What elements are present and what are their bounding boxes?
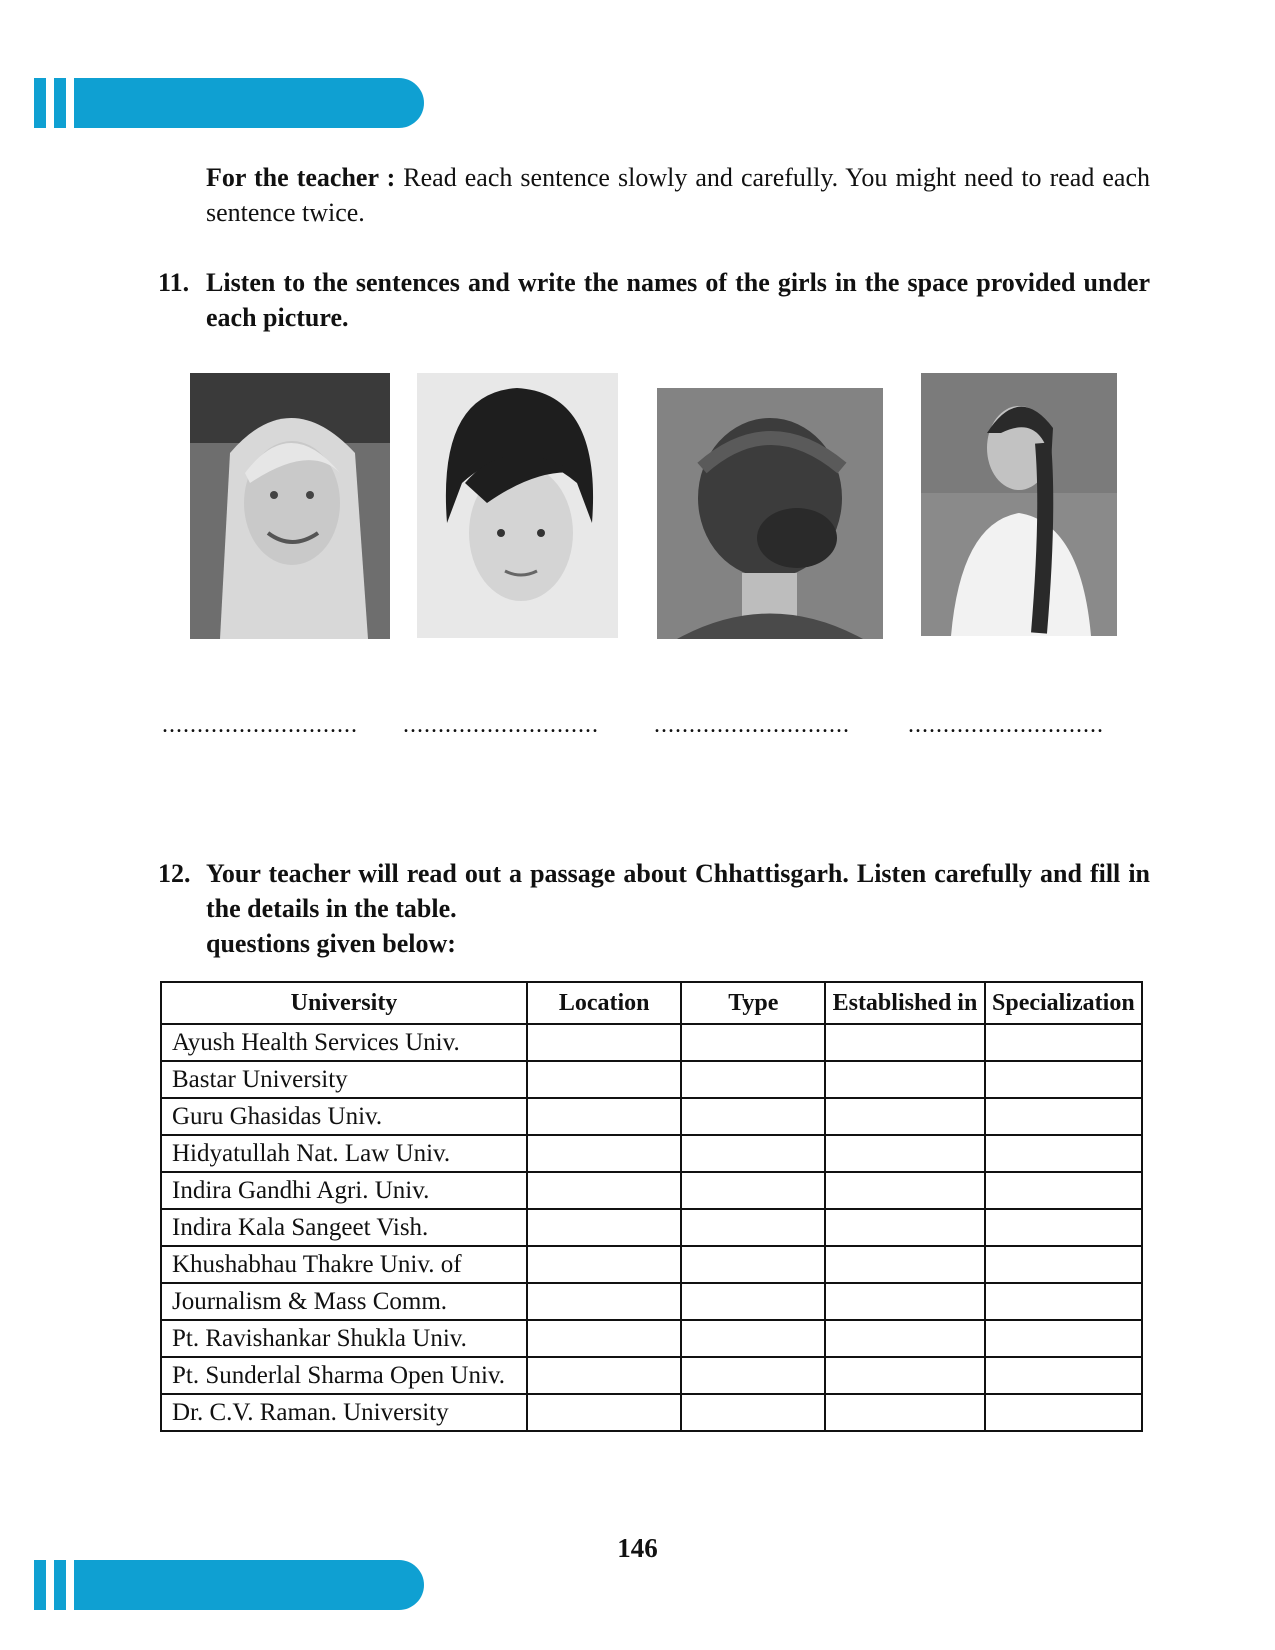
cell-specialization[interactable] (985, 1209, 1142, 1246)
cell-specialization[interactable] (985, 1061, 1142, 1098)
answer-blank[interactable]: ............................ (403, 712, 599, 738)
table-row (161, 1098, 1142, 1135)
cell-specialization[interactable] (985, 1394, 1142, 1431)
cell-location[interactable] (527, 1320, 681, 1357)
cell-established[interactable] (825, 1172, 984, 1209)
cell-location[interactable] (527, 1394, 681, 1431)
cell-established[interactable] (825, 1024, 984, 1061)
answer-blank[interactable]: ............................ (908, 712, 1104, 738)
photo-girl-braided-bun (657, 388, 883, 639)
cell-established[interactable] (825, 1135, 984, 1172)
table-row (161, 1357, 1142, 1394)
teacher-note (206, 160, 1150, 230)
column-header-university: University (161, 982, 527, 1024)
header-bar-stripe (34, 78, 46, 128)
cell-location[interactable] (527, 1246, 681, 1283)
cell-established[interactable] (825, 1061, 984, 1098)
photo-girl-long-blonde-hair (190, 373, 390, 639)
column-header-established: Established in (825, 982, 984, 1024)
cell-type[interactable] (681, 1357, 825, 1394)
question-text-line: questions given below: (206, 929, 456, 958)
cell-location[interactable] (527, 1135, 681, 1172)
table-header-row (161, 982, 1142, 1024)
cell-location[interactable] (527, 1172, 681, 1209)
cell-established[interactable] (825, 1357, 984, 1394)
cell-university: Pt. Sunderlal Sharma Open Univ. (161, 1357, 527, 1394)
cell-type[interactable] (681, 1320, 825, 1357)
table-row (161, 1283, 1142, 1320)
footer-bar-stripe (34, 1560, 46, 1610)
column-header-location: Location (527, 982, 681, 1024)
cell-university: Bastar University (161, 1061, 527, 1098)
question-number: 12. (158, 859, 191, 888)
table-row (161, 1172, 1142, 1209)
page-number: 146 (617, 1533, 658, 1563)
question-text: Listen to the sentences and write the names of the girls in the space provided under each picture. (206, 268, 1150, 332)
answer-blank[interactable]: ............................ (162, 712, 358, 738)
cell-specialization[interactable] (985, 1246, 1142, 1283)
cell-university: Indira Gandhi Agri. Univ. (161, 1172, 527, 1209)
question-text (206, 856, 1150, 961)
header-bar (34, 78, 424, 128)
cell-type[interactable] (681, 1135, 825, 1172)
cell-type[interactable] (681, 1098, 825, 1135)
table-row (161, 1246, 1142, 1283)
cell-established[interactable] (825, 1098, 984, 1135)
header-bar-tab (74, 78, 424, 128)
cell-specialization[interactable] (985, 1283, 1142, 1320)
cell-specialization[interactable] (985, 1320, 1142, 1357)
question-number: 11. (158, 268, 190, 297)
table-row (161, 1394, 1142, 1431)
cell-university: Journalism & Mass Comm. (161, 1283, 527, 1320)
table-row (161, 1024, 1142, 1061)
column-header-type: Type (681, 982, 825, 1024)
cell-type[interactable] (681, 1283, 825, 1320)
footer-bar (34, 1560, 424, 1610)
cell-type[interactable] (681, 1024, 825, 1061)
cell-established[interactable] (825, 1246, 984, 1283)
cell-specialization[interactable] (985, 1172, 1142, 1209)
cell-location[interactable] (527, 1024, 681, 1061)
cell-specialization[interactable] (985, 1135, 1142, 1172)
footer-bar-stripe (54, 1560, 66, 1610)
cell-location[interactable] (527, 1357, 681, 1394)
header-bar-stripe (54, 78, 66, 128)
cell-university: Khushabhau Thakre Univ. of (161, 1246, 527, 1283)
cell-type[interactable] (681, 1209, 825, 1246)
cell-university: Dr. C.V. Raman. University (161, 1394, 527, 1431)
footer-bar-tab (74, 1560, 424, 1610)
table-row (161, 1320, 1142, 1357)
cell-established[interactable] (825, 1209, 984, 1246)
photo-girl-side-braid (921, 373, 1117, 636)
cell-established[interactable] (825, 1320, 984, 1357)
cell-specialization[interactable] (985, 1357, 1142, 1394)
cell-location[interactable] (527, 1098, 681, 1135)
cell-type[interactable] (681, 1394, 825, 1431)
cell-type[interactable] (681, 1061, 825, 1098)
table-row (161, 1209, 1142, 1246)
column-header-specialization: Specialization (985, 982, 1142, 1024)
teacher-note-label: For the teacher : (206, 163, 396, 192)
cell-specialization[interactable] (985, 1098, 1142, 1135)
teacher-note-text: Read each sentence slowly and carefully. You might need to read each sentence twice. (206, 163, 1150, 227)
cell-location[interactable] (527, 1209, 681, 1246)
table-row (161, 1135, 1142, 1172)
cell-type[interactable] (681, 1246, 825, 1283)
cell-university: Hidyatullah Nat. Law Univ. (161, 1135, 527, 1172)
cell-type[interactable] (681, 1172, 825, 1209)
photo-girl-short-hair (417, 373, 618, 638)
cell-location[interactable] (527, 1061, 681, 1098)
cell-university: Guru Ghasidas Univ. (161, 1098, 527, 1135)
cell-university: Indira Kala Sangeet Vish. (161, 1209, 527, 1246)
table-row (161, 1061, 1142, 1098)
cell-specialization[interactable] (985, 1024, 1142, 1061)
question-text-line: Your teacher will read out a passage about Chhattisgarh. Listen carefully and fill in the details in the table. (206, 859, 1150, 923)
cell-university: Ayush Health Services Univ. (161, 1024, 527, 1061)
university-table (160, 981, 1143, 1432)
cell-established[interactable] (825, 1283, 984, 1320)
cell-established[interactable] (825, 1394, 984, 1431)
cell-location[interactable] (527, 1283, 681, 1320)
cell-university: Pt. Ravishankar Shukla Univ. (161, 1320, 527, 1357)
answer-blank[interactable]: ............................ (654, 712, 850, 738)
